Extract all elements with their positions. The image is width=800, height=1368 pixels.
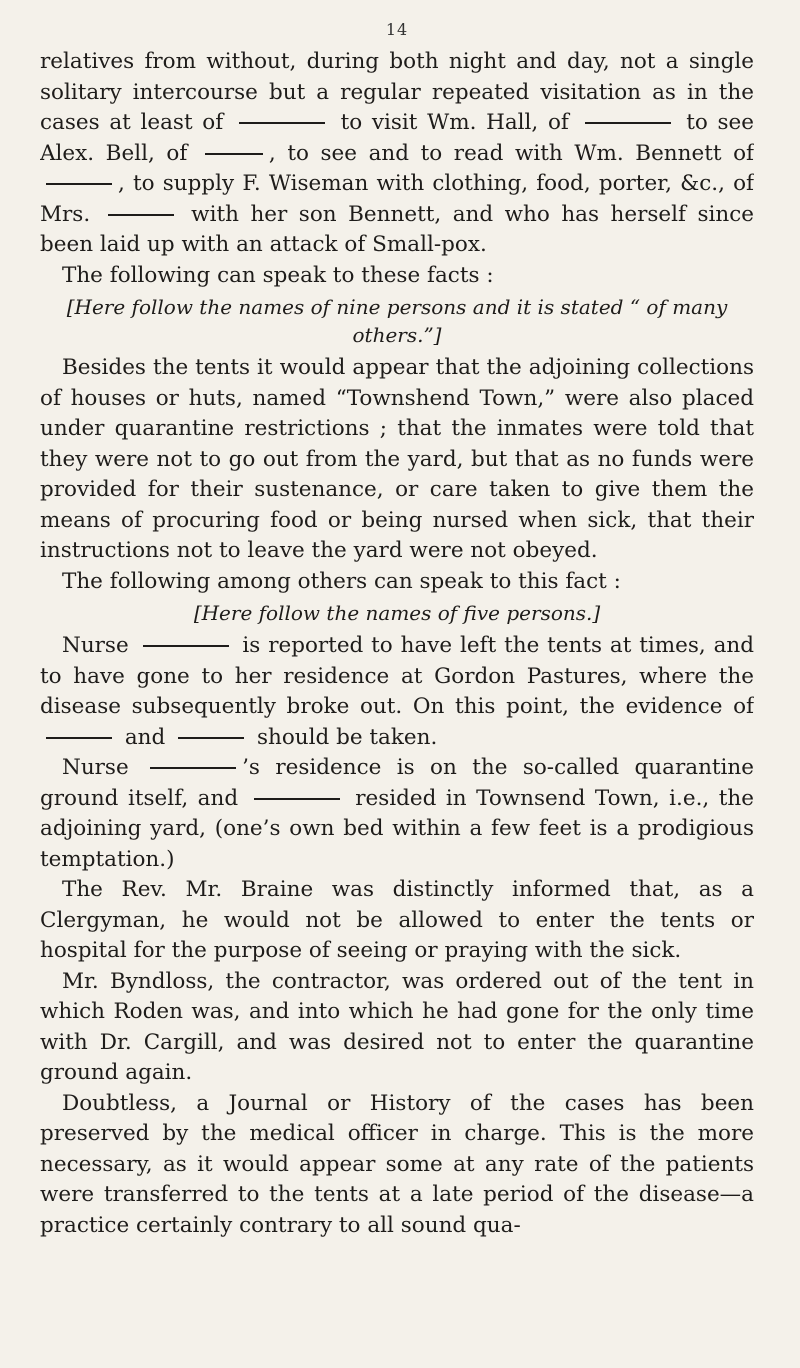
text-run: Doubtless, a Journal or History of the cases has been preserved by the medical officer in charge. This is the more necessary, as it would appear some at any rate of the patients were transferred to the tents at a late period of the disease—a practice certainly contrary to all sound qua-: [40, 1090, 754, 1238]
text-run: The Rev. Mr. Braine was distinctly informed that, as a Clergyman, he would not be allowed to enter the tents or hospital for the purpose of seeing or praying with the sick.: [40, 877, 754, 963]
redacted-name-dash: [150, 767, 236, 769]
text-run: is reported to have left the tents at times, and to have gone to her residence at Gordon Pastures, where the disease subsequently broke out. On this point, the evidence of: [40, 633, 754, 719]
redacted-name-dash: [254, 798, 340, 800]
paragraph: [40, 753, 754, 875]
redacted-name-dash: [46, 183, 112, 185]
text-run: and: [118, 724, 173, 750]
paragraph: [40, 567, 754, 598]
paragraph: [40, 261, 754, 292]
redacted-name-dash: [178, 737, 244, 739]
page-number: 14: [385, 20, 409, 39]
text-run: ’s residence is on the so-called quarantine ground itself, and: [40, 755, 754, 811]
paragraph: [40, 1089, 754, 1242]
text-run: Mr. Byndloss, the contractor, was ordered out of the tent in which Roden was, and into which he had gone for the only time with Dr. Cargill, and was desired not to enter the quarantine ground again.: [40, 968, 754, 1085]
text-run: , to see and to read with Wm. Bennett of: [268, 140, 754, 166]
paragraph: [40, 353, 754, 567]
text-run: relatives from without, during both night and day, not a single solitary intercourse but a regular repeated visitation as in the cases at least of: [40, 49, 754, 135]
paragraph: [40, 631, 754, 753]
text-run: Besides the tents it would appear that the adjoining collections of houses or huts, named “Townshend Town,” were also placed under quarantine restrictions ; that the inmates were told that they were not to go out from the yard, but that as no funds were provided for their sustenance, or care taken to give them the means of procuring food or being nursed when sick, that their instructions not to leave the yard were not obeyed.: [40, 355, 754, 563]
text-run: with her son Bennett, and who has herself since been laid up with an attack of Small-pox.: [40, 201, 754, 257]
text-run: Nurse: [62, 755, 145, 780]
text-run: to see Alex. Bell, of: [40, 110, 754, 166]
text-run: should be taken.: [250, 724, 438, 750]
text-run: The following can speak to these facts :: [62, 262, 494, 288]
redacted-name-dash: [239, 122, 325, 124]
paragraph: [40, 47, 754, 261]
text-run: , to supply F. Wiseman with clothing, food, porter, &c., of Mrs.: [40, 171, 754, 227]
book-page: [40, 20, 754, 1350]
text-run: to visit Wm. Hall, of: [330, 110, 579, 135]
paragraph: [40, 967, 754, 1089]
text-run: The following among others can speak to this fact :: [62, 568, 621, 594]
text-run: resided in Townsend Town, i.e., the adjoining yard, (one’s own bed within a few feet is a prodigious temptation.): [40, 785, 754, 872]
redacted-name-dash: [143, 645, 229, 647]
paragraph: [40, 875, 754, 967]
redacted-name-dash: [46, 737, 112, 739]
text-body: [40, 47, 754, 1241]
redacted-name-dash: [205, 153, 263, 155]
text-run: Nurse: [62, 633, 137, 658]
redacted-name-dash: [585, 122, 671, 124]
text-run: [Here follow the names of five persons.]: [193, 601, 601, 625]
editorial-note: [40, 599, 754, 627]
text-run: [Here follow the names of nine persons and it is stated “ of many others.”]: [66, 295, 728, 347]
redacted-name-dash: [108, 214, 174, 216]
editorial-note: [40, 293, 754, 349]
